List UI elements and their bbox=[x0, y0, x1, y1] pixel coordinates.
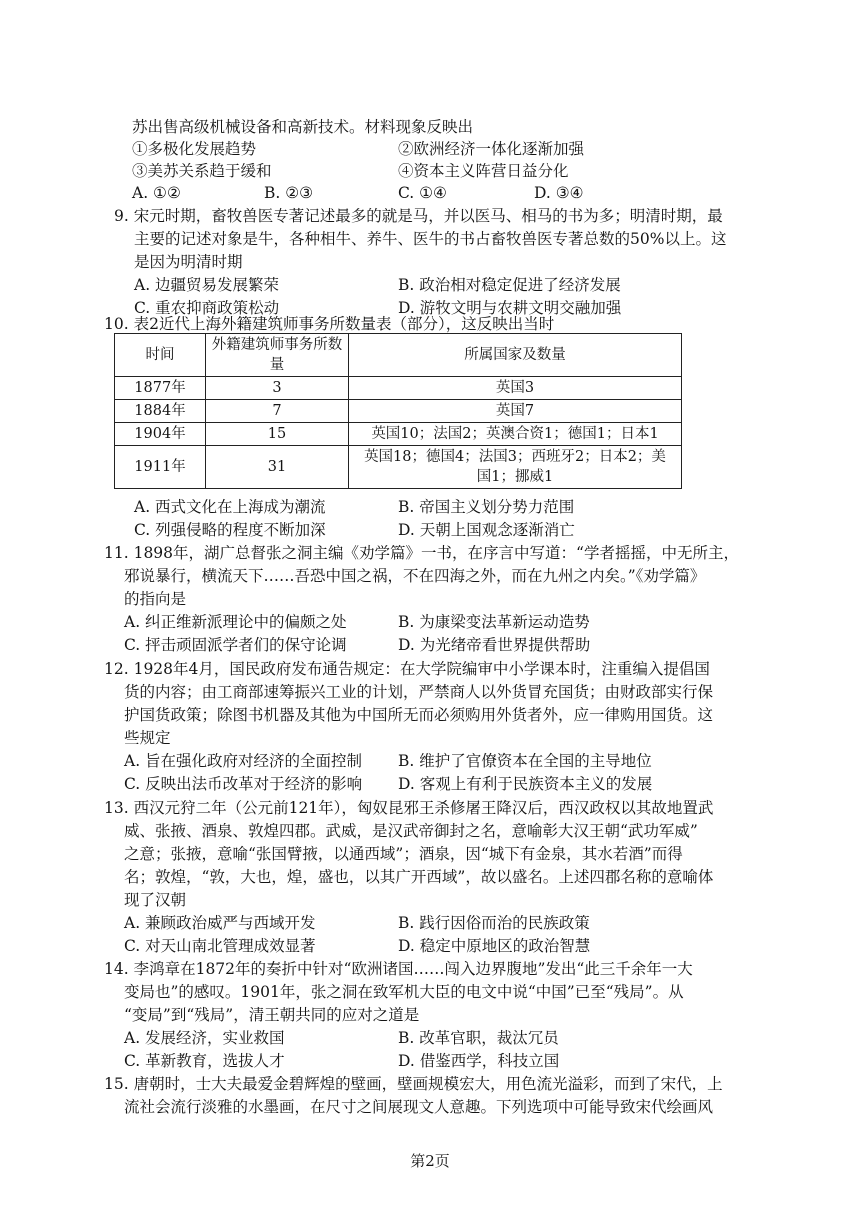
q13-option-b: B. 践行因俗而治的民族政策 bbox=[398, 914, 590, 932]
question-13-line-1: 13. 西汉元狩二年（公元前121年），匈奴昆邪王杀修屠王降汉后，西汉政权以其故地置武 bbox=[104, 799, 714, 817]
q8-item-1: ①多极化发展趋势 bbox=[132, 140, 257, 158]
q11-option-c: C. 抨击顽固派学者们的保守论调 bbox=[124, 636, 347, 654]
question-13-line-2: 威、张掖、酒泉、敦煌四郡。武威，是汉武帝御封之名，意喻彰大汉王朝“武功军威” bbox=[124, 822, 698, 840]
table-header-count: 外籍建筑师事务所数量 bbox=[206, 334, 349, 377]
table-cell-year: 1884年 bbox=[115, 400, 206, 423]
q9-option-b: B. 政治相对稳定促进了经济发展 bbox=[398, 276, 621, 294]
table-cell-year: 1877年 bbox=[115, 377, 206, 400]
q10-option-b: B. 帝国主义划分势力范围 bbox=[398, 498, 575, 516]
q12-option-d: D. 客观上有利于民族资本主义的发展 bbox=[398, 775, 653, 793]
q14-option-b: B. 改革官职，裁汰冗员 bbox=[398, 1029, 559, 1047]
table-cell-year: 1911年 bbox=[115, 446, 206, 489]
question-14-line-2: 变局也”的感叹。1901年，张之洞在致军机大臣的电文中说“中国”已至“残局”。从 bbox=[124, 983, 684, 1001]
table-cell-count: 7 bbox=[206, 400, 349, 423]
q8-item-4: ④资本主义阵营日益分化 bbox=[398, 162, 569, 180]
question-13-line-4: 名；敦煌，“敦，大也，煌，盛也，以其广开西域”，故以盛名。上述四郡名称的意喻体 bbox=[124, 868, 714, 886]
q14-option-a: A. 发展经济，实业救国 bbox=[124, 1029, 285, 1047]
q13-option-a: A. 兼顾政治威严与西域开发 bbox=[124, 914, 316, 932]
q13-option-d: D. 稳定中原地区的政治智慧 bbox=[398, 937, 591, 955]
table-cell-count: 15 bbox=[206, 423, 349, 446]
question-14-line-3: “变局”到“残局”，清王朝共同的应对之道是 bbox=[124, 1006, 420, 1024]
table-cell-countries: 英国10；法国2；英澳合资1；德国1；日本1 bbox=[349, 423, 682, 446]
q8-choice-c: C. ①④ bbox=[398, 184, 447, 202]
question-12-line-4: 些规定 bbox=[124, 729, 171, 747]
table-header-countries: 所属国家及数量 bbox=[349, 334, 682, 377]
table-header-row bbox=[115, 334, 682, 377]
q14-option-d: D. 借鉴西学，科技立国 bbox=[398, 1052, 560, 1070]
table-cell-count: 3 bbox=[206, 377, 349, 400]
question-9-line-2: 主要的记述对象是牛，各种相牛、养牛、医牛的书占畜牧兽医专著总数的50%以上。这 bbox=[134, 230, 727, 248]
table-cell-count: 31 bbox=[206, 446, 349, 489]
question-9-line-3: 是因为明清时期 bbox=[134, 253, 243, 271]
q13-option-c: C. 对天山南北管理成效显著 bbox=[124, 937, 316, 955]
table-row bbox=[115, 423, 682, 446]
q11-option-a: A. 纠正维新派理论中的偏颇之处 bbox=[124, 613, 347, 631]
question-13-line-3: 之意；张掖，意喻“张国臂掖，以通西域”；酒泉，因“城下有金泉，其水若酒”而得 bbox=[124, 845, 683, 863]
architect-firms-table bbox=[114, 333, 682, 489]
q9-option-a: A. 边疆贸易发展繁荣 bbox=[134, 276, 280, 294]
question-15-line-2: 流社会流行淡雅的水墨画，在尺寸之间展现文人意趣。下列选项中可能导致宋代绘画风 bbox=[124, 1098, 714, 1116]
table-cell-countries: 英国18；德国4；法国3；西班牙2；日本2；美国1；挪威1 bbox=[349, 446, 682, 489]
question-9-line-1: 9. 宋元时期，畜牧兽医专著记述最多的就是马，并以医马、相马的书为多；明清时期，最 bbox=[114, 207, 723, 225]
q11-option-b: B. 为康梁变法革新运动造势 bbox=[398, 613, 590, 631]
q12-option-c: C. 反映出法币改革对于经济的影响 bbox=[124, 775, 363, 793]
q8-choice-b: B. ②③ bbox=[264, 184, 314, 202]
q12-option-b: B. 维护了官僚资本在全国的主导地位 bbox=[398, 752, 652, 770]
q10-option-c: C. 列强侵略的程度不断加深 bbox=[134, 521, 326, 539]
q12-option-a: A. 旨在强化政府对经济的全面控制 bbox=[124, 752, 363, 770]
table-row bbox=[115, 377, 682, 400]
q14-option-c: C. 革新教育，选拔人才 bbox=[124, 1052, 285, 1070]
table-row bbox=[115, 446, 682, 489]
question-13-line-5: 现了汉朝 bbox=[124, 891, 187, 909]
question-12-line-2: 货的内容；由工商部速筹振兴工业的计划，严禁商人以外货冒充国货；由财政部实行保 bbox=[124, 683, 714, 701]
question-15-line-1: 15. 唐朝时，士大夫最爱金碧辉煌的壁画，壁画规模宏大，用色流光溢彩，而到了宋代，上 bbox=[104, 1075, 723, 1093]
question-8-stem-end: 苏出售高级机械设备和高新技术。材料现象反映出 bbox=[132, 118, 474, 136]
q8-choice-a: A. ①② bbox=[132, 184, 181, 202]
q10-option-a: A. 西式文化在上海成为潮流 bbox=[134, 498, 326, 516]
question-11-line-2: 邪说暴行，横流天下……吾恐中国之祸，不在四海之外，而在九州之内矣。”《劝学篇》 bbox=[124, 567, 706, 585]
question-11-line-3: 的指向是 bbox=[124, 590, 187, 608]
table-cell-countries: 英国7 bbox=[349, 400, 682, 423]
table-cell-countries: 英国3 bbox=[349, 377, 682, 400]
question-11-line-1: 11. 1898年，湖广总督张之洞主编《劝学篇》一书，在序言中写道：“学者摇摇，中无所主， bbox=[104, 544, 739, 562]
q8-item-3: ③美苏关系趋于缓和 bbox=[132, 162, 272, 180]
question-12-line-1: 12. 1928年4月，国民政府发布通告规定：在大学院编审中小学课本时，注重编入提倡国 bbox=[104, 660, 710, 678]
q8-choice-d: D. ③④ bbox=[534, 184, 584, 202]
q9-option-c: C. 重农抑商政策松动 bbox=[134, 299, 280, 317]
table-row bbox=[115, 400, 682, 423]
q11-option-d: D. 为光绪帝看世界提供帮助 bbox=[398, 636, 591, 654]
q8-item-2: ②欧洲经济一体化逐渐加强 bbox=[398, 140, 585, 158]
question-14-line-1: 14. 李鸿章在1872年的奏折中针对“欧洲诸国……闯入边界腹地”发出“此三千余年一大 bbox=[104, 960, 693, 978]
q10-option-d: D. 天朝上国观念逐渐消亡 bbox=[398, 521, 575, 539]
table-header-time: 时间 bbox=[115, 334, 206, 377]
question-10-stem: 10. 表2近代上海外籍建筑师事务所数量表（部分），这反映出当时 bbox=[104, 315, 555, 333]
page-number: 第2页 bbox=[410, 1152, 450, 1170]
question-12-line-3: 护国货政策；除图书机器及其他为中国所无而必须购用外货者外，应一律购用国货。这 bbox=[124, 706, 714, 724]
table-cell-year: 1904年 bbox=[115, 423, 206, 446]
q9-option-d: D. 游牧文明与农耕文明交融加强 bbox=[398, 299, 622, 317]
